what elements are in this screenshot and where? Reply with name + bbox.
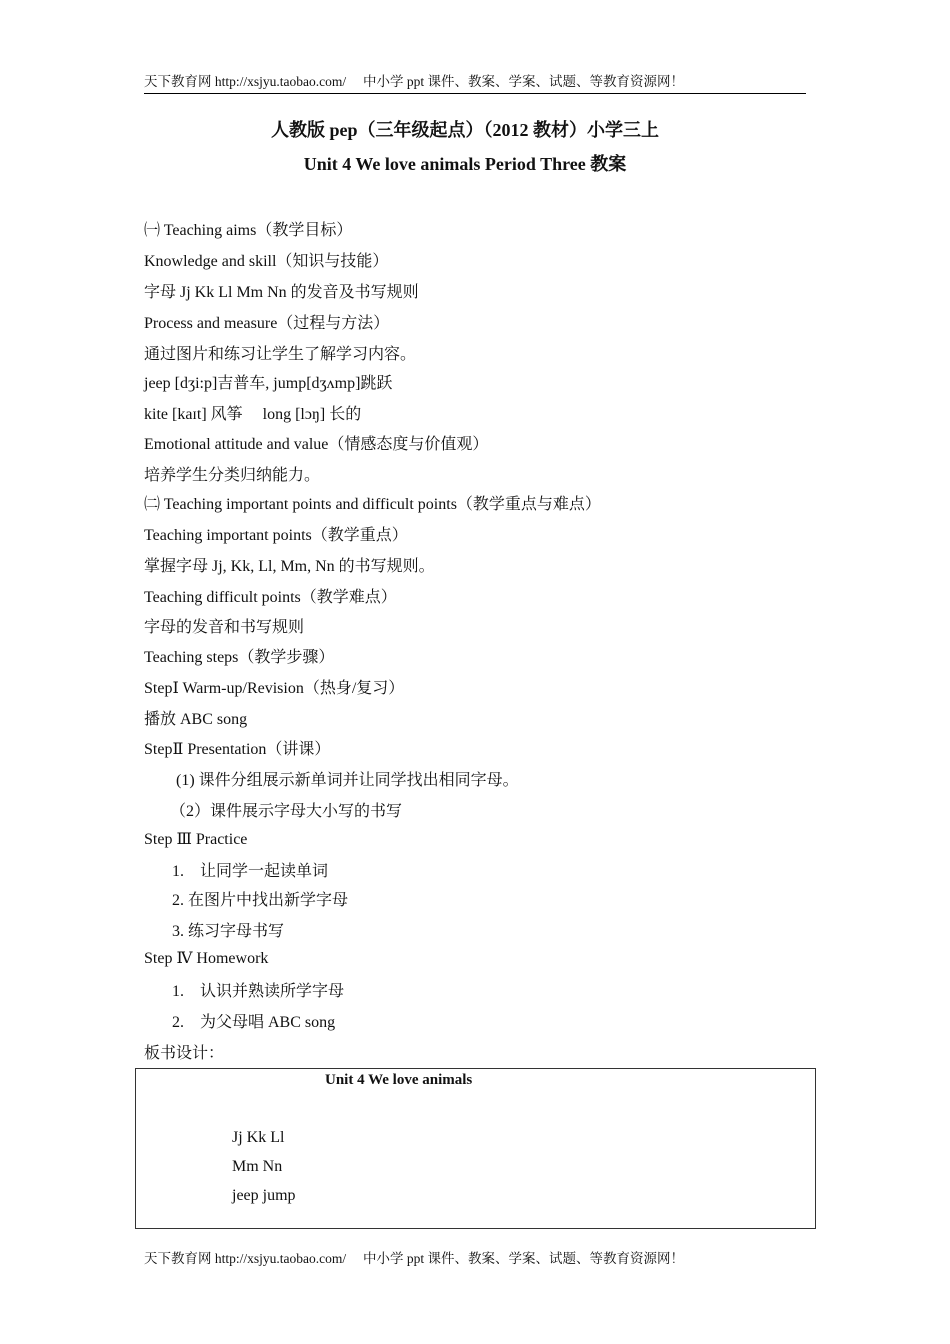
step-2-item-2: （2）课件展示字母大小写的书写 [170,803,403,820]
knowledge-skill-text: 字母 Jj Kk Ll Mm Nn 的发音及书写规则 [144,284,419,301]
vocab-line-1: jeep [dʒi:p]吉普车, jump[dʒʌmp]跳跃 [144,375,393,392]
important-points-text: 掌握字母 Jj, Kk, Ll, Mm, Nn 的书写规则。 [144,558,435,575]
step-3-heading: Step Ⅲ Practice [144,831,248,848]
board-line-3: jeep jump [232,1187,296,1204]
step-3-item-3: 3. 练习字母书写 [172,923,285,940]
step-3-item-2: 2. 在图片中找出新学字母 [172,892,349,909]
knowledge-skill-heading: Knowledge and skill（知识与技能） [144,253,389,270]
difficult-points-heading: Teaching difficult points（教学难点） [144,589,397,606]
teaching-steps-heading: Teaching steps（教学步骤） [144,649,335,666]
step-1-heading: StepⅠ Warm-up/Revision（热身/复习） [144,680,405,697]
step-2-item-1: (1) 课件分组展示新单词并让同学找出相同字母。 [176,772,519,789]
section-key-points: ㈡ Teaching important points and difficult points（教学重点与难点） [144,496,601,513]
section-teaching-aims: ㈠ Teaching aims（教学目标） [144,222,353,239]
board-title: Unit 4 We love animals [325,1072,473,1088]
board-design-box [135,1068,816,1229]
step-1-text: 播放 ABC song [144,711,248,728]
document-subtitle: Unit 4 We love animals Period Three 教案 [303,154,627,174]
step-2-heading: StepⅡ Presentation（讲课） [144,741,331,758]
important-points-heading: Teaching important points（教学重点） [144,527,408,544]
process-measure-heading: Process and measure（过程与方法） [144,315,390,332]
page-header: 天下教育网 http://xsjyu.taobao.com/ 中小学 ppt 课件、教案、学案、试题、等教育资源网！ [144,70,806,94]
page-footer: 天下教育网 http://xsjyu.taobao.com/ 中小学 ppt 课件、教案、学案、试题、等教育资源网！ [144,1251,684,1266]
step-4-heading: Step Ⅳ Homework [144,950,269,967]
difficult-points-text: 字母的发音和书写规则 [144,619,305,636]
emotional-text: 培养学生分类归纳能力。 [144,467,321,484]
board-line-1: Jj Kk Ll [232,1129,285,1146]
vocab-line-2: kite [kaɪt] 风筝 long [lɔŋ] 长的 [144,406,362,423]
board-design-label: 板书设计： [144,1045,225,1062]
process-measure-text: 通过图片和练习让学生了解学习内容。 [144,346,417,363]
step-4-item-1: 1. 认识并熟读所学字母 [172,983,345,1000]
board-line-2: Mm Nn [232,1158,283,1175]
step-4-item-2: 2. 为父母唱 ABC song [172,1014,336,1031]
step-3-item-1: 1. 让同学一起读单词 [172,863,329,880]
document-title: 人教版 pep（三年级起点）（2012 教材）小学三上 [270,120,659,140]
emotional-heading: Emotional attitude and value（情感态度与价值观） [144,436,489,453]
